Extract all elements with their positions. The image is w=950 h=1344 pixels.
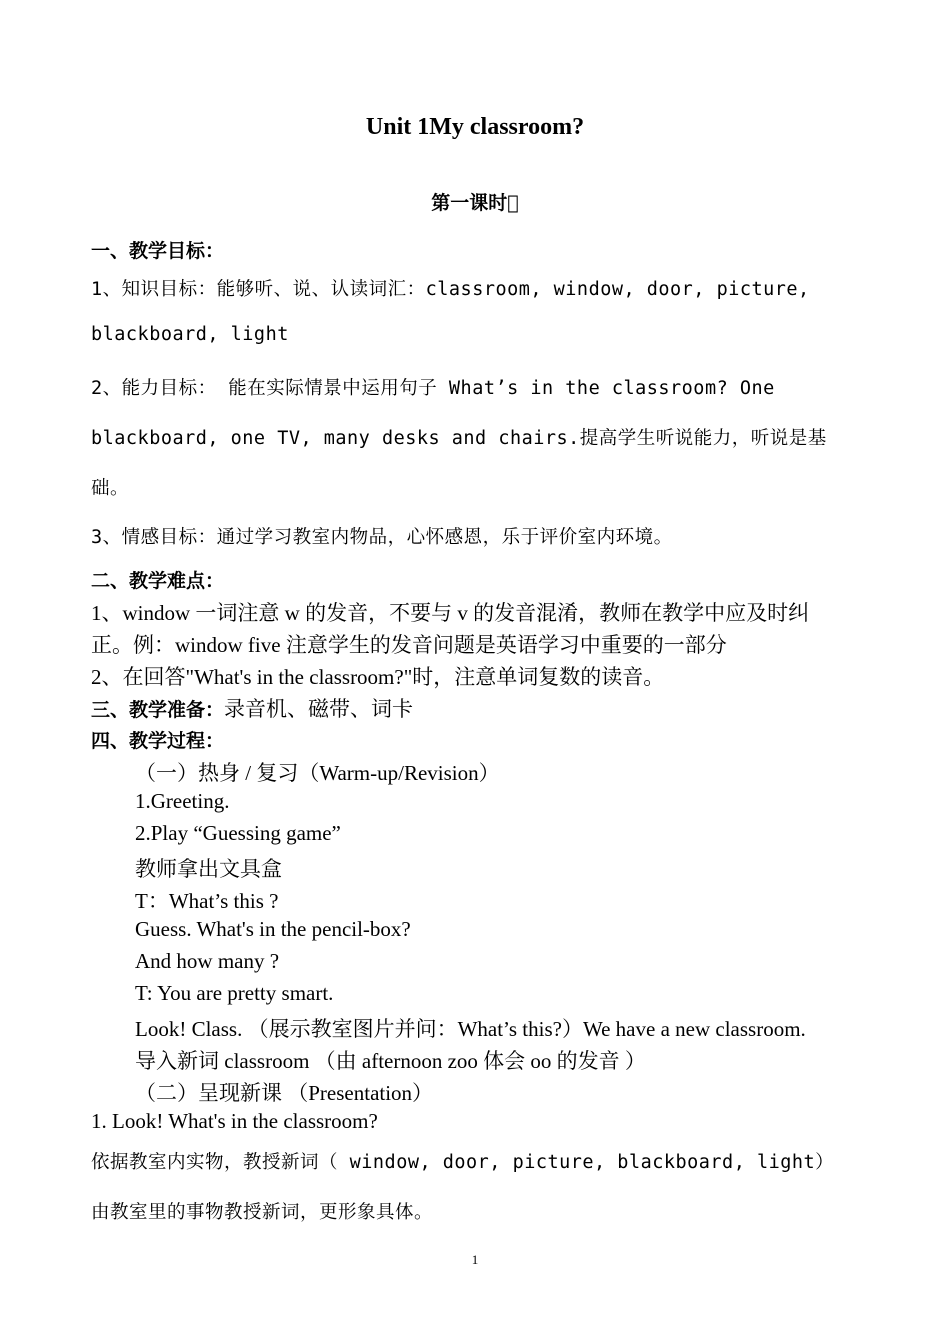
section-heading-objectives: 一、教学目标： [91, 240, 225, 262]
process-line: （一）热身 / 复习（Warm-up/Revision） [135, 761, 500, 785]
objective-ability-line-end: 础。 [91, 478, 130, 499]
difficulty-line-cont: 正。例：window five 注意学生的发音问题是英语学习中重要的一部分 [91, 633, 727, 657]
lesson-subtitle: 第一课时  [431, 192, 519, 214]
process-line: 1.Greeting. [135, 789, 230, 813]
page-number: 1 [471, 1252, 479, 1267]
objective-emotion-line: 3、情感目标：通过学习教室内物品，心怀感恩，乐于评价室内环境。 [91, 527, 673, 548]
section-heading-difficulties: 二、教学难点： [91, 570, 225, 592]
process-line: And how many ? [135, 949, 280, 973]
teach-new-words-line: 依据教室内实物，教授新词（ window, door, picture, blackboard, light） [91, 1152, 835, 1173]
preparation-content: 录音机、磁带、词卡 [224, 697, 414, 721]
difficulty-line-2: 2、在回答"What's in the classroom?"时，注意单词复数的读音。 [91, 665, 665, 689]
objective-knowledge-line: 1、知识目标：能够听、说、认读词汇：classroom, window, door, picture, [91, 279, 810, 300]
process-line: 教师拿出文具盒 [135, 857, 282, 881]
process-line: T: You are pretty smart. [135, 981, 334, 1005]
process-line: Guess. What's in the pencil-box? [135, 917, 411, 941]
presentation-step-1: 1. Look! What's in the classroom? [91, 1109, 378, 1133]
teach-note-line: 由教室里的事物教授新词，更形象具体。 [91, 1202, 434, 1223]
page-title: Unit 1My classroom? [365, 114, 585, 140]
objective-ability-line-cont: blackboard, one TV, many desks and chairs.提高学生听说能力，听说是基 [91, 428, 827, 449]
section-heading-process: 四、教学过程： [91, 730, 225, 752]
difficulty-line: 1、window 一词注意 w 的发音，不要与 v 的发音混淆，教师在教学中应及时纠 [91, 601, 810, 625]
objective-ability-line: 2、能力目标： 能在实际情景中运用句子 What’s in the classroom? One [91, 378, 775, 399]
objective-knowledge-line-cont: blackboard, light [91, 324, 289, 345]
process-line: 导入新词 classroom （由 afternoon zoo 体会 oo 的发音 ） [135, 1049, 646, 1073]
process-line: （二）呈现新课 （Presentation） [135, 1081, 434, 1105]
process-line: Look! Class. （展示教室图片并问：What’s this?）We have a new classroom. [135, 1017, 806, 1041]
section-heading-preparation: 三、教学准备： [91, 699, 225, 721]
preparation-line [91, 693, 413, 723]
process-line: T：What’s this ? [135, 889, 279, 913]
process-line: 2.Play “Guessing game” [135, 821, 341, 845]
